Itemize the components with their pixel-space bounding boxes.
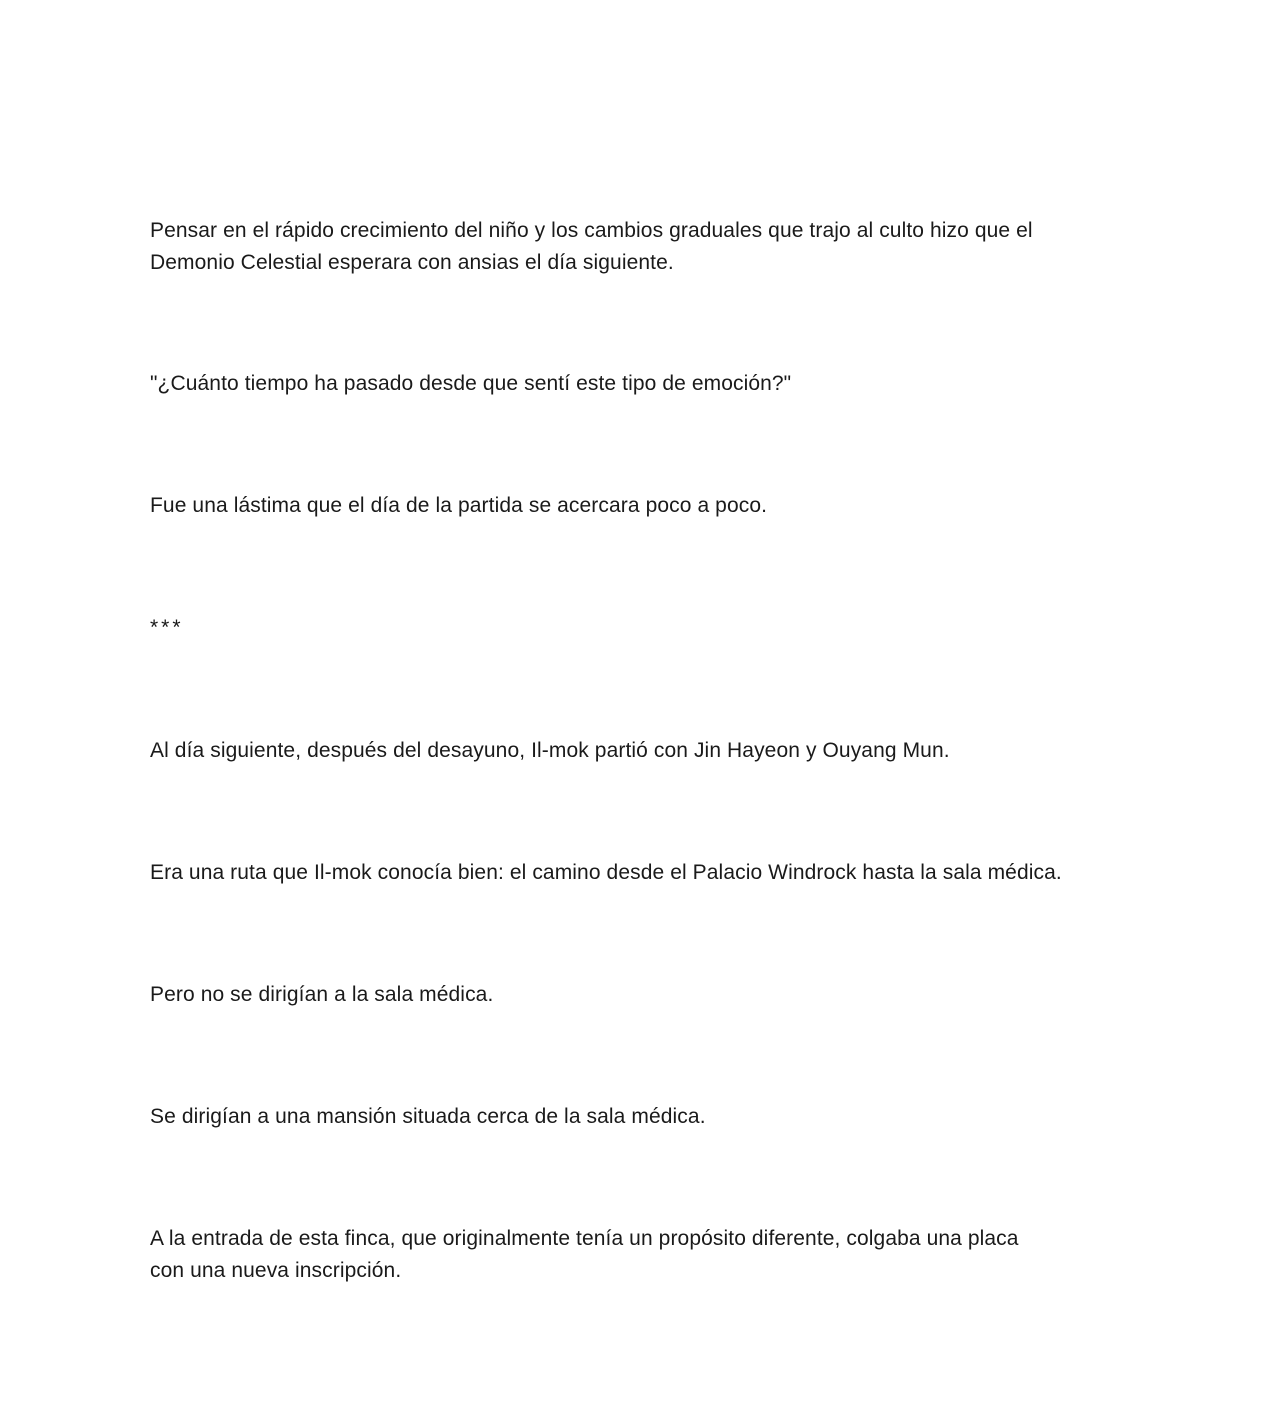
- scene-break: ***: [150, 616, 184, 639]
- paragraph-9: A la entrada de esta finca, que originalmente tenía un propósito diferente, colgaba una placa con una nueva inscripción.: [150, 1227, 1019, 1282]
- paragraph-2-quote: "¿Cuánto tiempo ha pasado desde que sentí este tipo de emoción?": [150, 372, 792, 395]
- paragraph-8: Se dirigían a una mansión situada cerca de la sala médica.: [150, 1105, 706, 1128]
- paragraph-5: Al día siguiente, después del desayuno, Il-mok partió con Jin Hayeon y Ouyang Mun.: [150, 739, 950, 762]
- paragraph-6: Era una ruta que Il-mok conocía bien: el camino desde el Palacio Windrock hasta la sala médica.: [150, 861, 1062, 884]
- paragraph-1: Pensar en el rápido crecimiento del niño y los cambios graduales que trajo al culto hizo que el Demonio Celestial esperara con ansias el día siguiente.: [150, 219, 1033, 274]
- paragraph-7: Pero no se dirigían a la sala médica.: [150, 983, 494, 1006]
- paragraph-3: Fue una lástima que el día de la partida se acercara poco a poco.: [150, 494, 768, 517]
